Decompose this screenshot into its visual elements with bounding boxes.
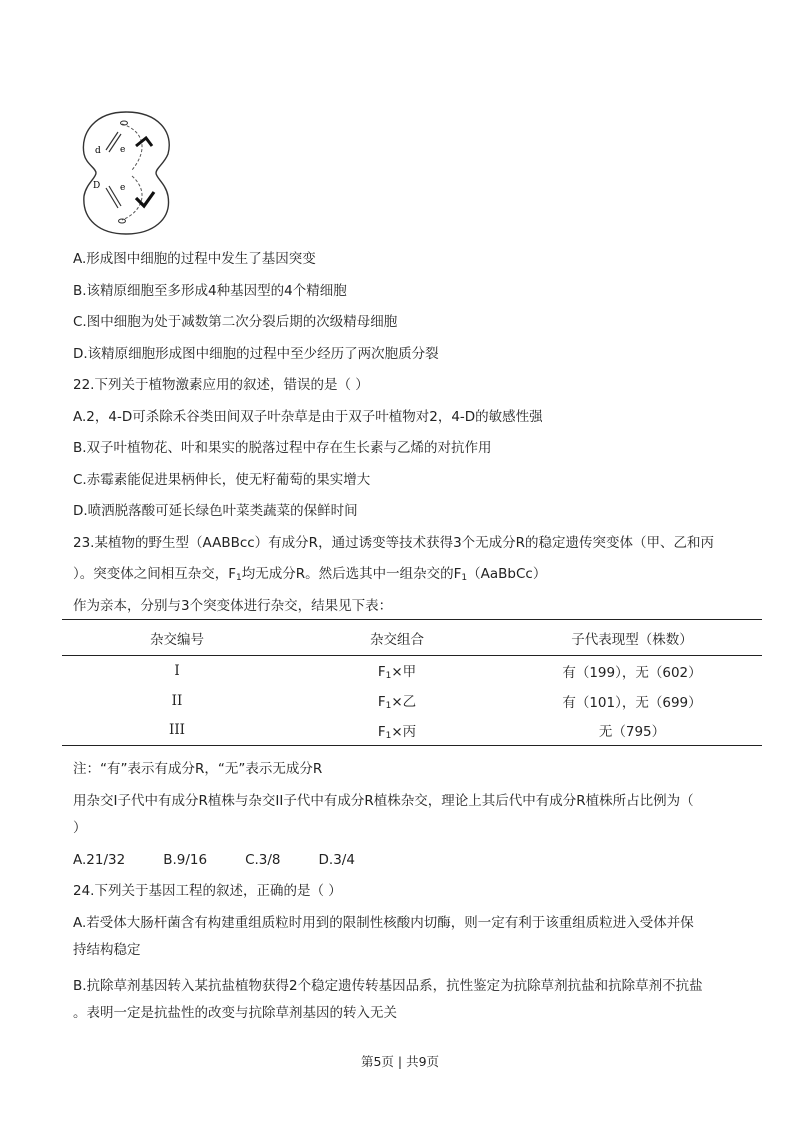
q23-option-a: A.21/32 xyxy=(73,852,126,868)
q24-option-a-line1: A.若受体大肠杆菌含有构建重组质粒时用到的限制性核酸内切酶，则一定有利于该重组质粒进入受体并保 xyxy=(73,915,694,931)
offspring-result: 有（101），无（699） xyxy=(562,694,702,711)
offspring-result: 有（199），无（602） xyxy=(562,664,702,681)
cross-combo: $F_1\times$甲 xyxy=(377,664,417,682)
cell-outline xyxy=(83,112,169,234)
q21-option-a: A.形成图中细胞的过程中发生了基因突变 xyxy=(73,251,316,267)
q24-stem: 24.下列关于基因工程的叙述，正确的是（ ） xyxy=(73,883,342,899)
offspring-result: 无（795） xyxy=(598,724,666,741)
cross-id: II xyxy=(171,692,183,709)
q24-option-b-line1: B.抗除草剂基因转入某抗盐植物获得2个稳定遗传转基因品系，抗性鉴定为抗除草剂抗盐和抗除草剂不抗盐 xyxy=(73,978,703,994)
label-e-upper: e xyxy=(120,145,126,155)
cell-division-figure xyxy=(76,108,176,238)
cross-combo: $F_1\times$乙 xyxy=(377,694,417,711)
q21-option-c: C.图中细胞为处于减数第二次分裂后期的次级精母细胞 xyxy=(73,314,398,330)
cross-id: III xyxy=(169,722,185,739)
q23-option-b: B.9/16 xyxy=(163,852,208,868)
q23-option-c: C.3/8 xyxy=(245,852,281,868)
table-header-row xyxy=(62,620,762,656)
chromosome-lower-right xyxy=(136,192,154,206)
q23-question-line1: 用杂交I子代中有成分R植株与杂交II子代中有成分R植株杂交，理论上其后代中有成分R植株所占比例为（ xyxy=(73,793,694,809)
chromosome-upper-right xyxy=(136,138,152,146)
q22-option-a: A.2，4-D可杀除禾谷类田间双子叶杂草是由于双子叶植物对2，4-D的敏感性强 xyxy=(73,409,543,425)
q23-stem-line1: 23.某植物的野生型（AABBcc）有成分R，通过诱变等技术获得3个无成分R的稳定遗传突变体（甲、乙和丙 xyxy=(73,535,715,551)
cross-id: I xyxy=(174,662,180,679)
table-row xyxy=(62,716,762,746)
q22-option-b: B.双子叶植物花、叶和果实的脱落过程中存在生长素与乙烯的对抗作用 xyxy=(73,440,492,456)
table-row xyxy=(62,656,762,686)
cross-combo: $F_1\times$丙 xyxy=(377,723,417,741)
q22-stem: 22.下列关于植物激素应用的叙述，错误的是（ ） xyxy=(73,377,369,393)
q24-option-a-line2: 持结构稳定 xyxy=(73,942,141,958)
label-e-lower: e xyxy=(120,183,126,193)
cross-results-table xyxy=(62,619,762,746)
q24-option-b-line2: 。表明一定是抗盐性的改变与抗除草剂基因的转入无关 xyxy=(73,1005,397,1021)
label-D: D xyxy=(93,181,101,191)
label-d: d xyxy=(95,146,101,156)
q23-question-line2: ） xyxy=(73,820,87,836)
chromosome-upper-left xyxy=(106,132,121,152)
q23-note: 注：“有”表示有成分R，“无”表示无成分R xyxy=(73,761,323,777)
page-footer: 第5页 | 共9页 xyxy=(360,1054,440,1069)
q22-option-c: C.赤霉素能促进果柄伸长，使无籽葡萄的果实增大 xyxy=(73,472,371,488)
col-header-offspring: 子代表现型（株数） xyxy=(571,631,693,648)
col-header-cross-id: 杂交编号 xyxy=(150,631,204,648)
chromosome-lower-left xyxy=(106,186,121,208)
q23-options xyxy=(73,851,393,869)
q23-stem-line3: 作为亲本，分别与3个突变体进行杂交，结果见下表： xyxy=(73,598,393,614)
q22-option-d: D.喷洒脱落酸可延长绿色叶菜类蔬菜的保鲜时间 xyxy=(73,503,358,519)
table-row xyxy=(62,686,762,716)
q23-stem-line2: ）。突变体之间相互杂交，$F_1$均无成分R。然后选其中一组杂交的$F_1(AaBbCc)$ xyxy=(73,566,547,583)
col-header-cross-combo: 杂交组合 xyxy=(370,631,424,648)
q23-option-d: D.3/4 xyxy=(318,852,355,868)
q21-option-d: D.该精原细胞形成图中细胞的过程中至少经历了两次胞质分裂 xyxy=(73,346,439,362)
q21-option-b: B.该精原细胞至多形成4种基因型的4个精细胞 xyxy=(73,283,347,299)
